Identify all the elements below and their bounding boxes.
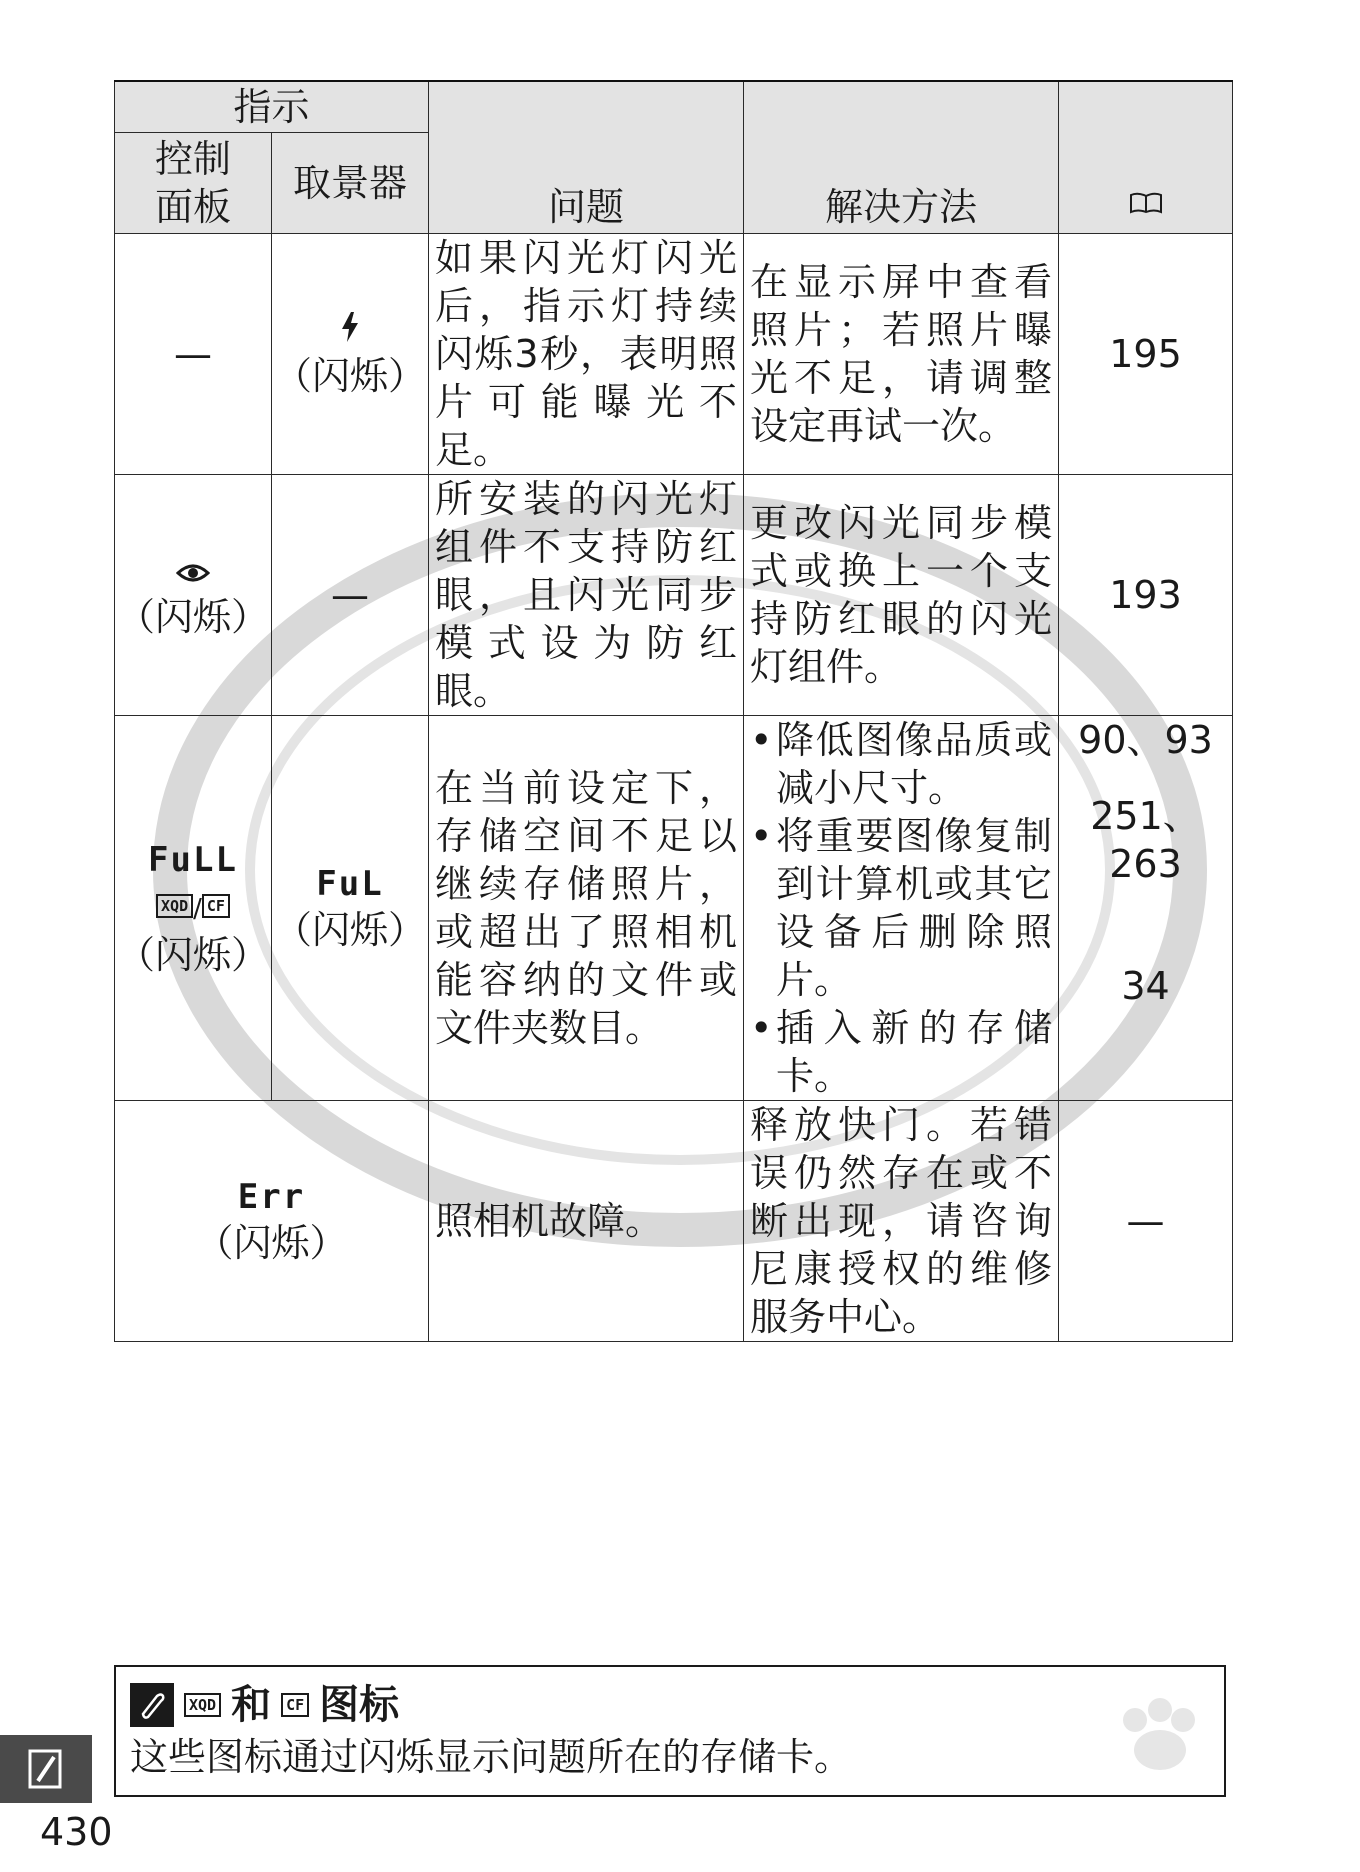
header-problem: 问题 — [429, 81, 744, 234]
wrench-pencil-icon — [26, 1747, 66, 1791]
ful-segment-glyph: FuL — [316, 864, 384, 904]
pencil-icon — [130, 1683, 174, 1727]
header-viewfinder: 取景器 — [272, 133, 429, 234]
header-reference — [1059, 81, 1233, 234]
row1-panel: — — [115, 234, 272, 475]
note-and: 和 — [231, 1682, 272, 1728]
solution-bullets — [750, 716, 1052, 1100]
list-item: • 将重要图像复制到计算机或其它设备后删除照片。 — [750, 812, 1052, 1004]
row4-indication — [115, 1101, 429, 1342]
row2-viewfinder: — — [272, 475, 429, 716]
row3-panel-flash: （闪烁） — [116, 932, 269, 977]
cf-card-icon: CF — [281, 1693, 309, 1717]
row4-solution: 释放快门。若错误仍然存在或不断出现，请咨询尼康授权的维修服务中心。 — [744, 1101, 1059, 1342]
ref-item: 251、 — [1090, 794, 1201, 838]
row1-viewfinder-flash: （闪烁） — [274, 354, 427, 398]
list-item: • 插入新的存储卡。 — [750, 1004, 1052, 1100]
err-segment-glyph: Err — [237, 1177, 306, 1217]
table-row — [115, 1101, 1233, 1342]
table-row — [115, 234, 1233, 475]
full-segment-glyph: FuLL — [148, 839, 238, 880]
row3-panel — [115, 716, 272, 1101]
eye-icon — [115, 549, 271, 593]
note-body: 这些图标通过闪烁显示问题所在的存储卡。 — [130, 1735, 853, 1779]
row4-problem: 照相机故障。 — [429, 1101, 744, 1342]
row2-panel-flash: （闪烁） — [116, 595, 269, 639]
note-box — [114, 1665, 1226, 1797]
card-separator: / — [193, 893, 202, 924]
header-control-panel — [115, 133, 272, 234]
row3-viewfinder-flash: （闪烁） — [274, 908, 427, 952]
ref-item: 90、93 — [1078, 718, 1213, 762]
ref-item: 263 — [1109, 842, 1182, 886]
header-solution: 解决方法 — [744, 81, 1059, 234]
section-tab — [0, 1735, 92, 1803]
row2-problem: 所安装的闪光灯组件不支持防红眼，且闪光同步模式设为防红眼。 — [429, 475, 744, 716]
table-row — [115, 716, 1233, 1101]
row4-flash: （闪烁） — [195, 1221, 348, 1265]
row3-viewfinder — [272, 716, 429, 1101]
row3-solution — [744, 716, 1059, 1101]
row1-problem: 如果闪光灯闪光后，指示灯持续闪烁3秒，表明照片可能曝光不足。 — [429, 234, 744, 475]
header-indication: 指示 — [115, 81, 429, 133]
row1-solution: 在显示屏中查看照片；若照片曝光不足，请调整设定再试一次。 — [744, 234, 1059, 475]
ref-item: 34 — [1121, 964, 1170, 1008]
row3-problem: 在当前设定下，存储空间不足以继续存储照片，或超出了照相机能容纳的文件或文件夹数目。 — [429, 716, 744, 1101]
row1-ref: 195 — [1059, 234, 1233, 475]
xqd-card-icon: XQD — [184, 1693, 221, 1717]
cf-card-icon: CF — [202, 894, 230, 918]
row4-ref: — — [1059, 1101, 1233, 1342]
row3-ref — [1059, 716, 1233, 1101]
error-table — [114, 80, 1233, 1342]
flash-bolt-icon — [272, 308, 428, 352]
note-title-suffix: 图标 — [319, 1682, 400, 1728]
list-item: • 降低图像品质或减小尺寸。 — [750, 716, 1052, 812]
xqd-card-icon: XQD — [156, 894, 193, 918]
row1-viewfinder — [272, 234, 429, 475]
card-icons — [115, 882, 271, 931]
book-icon — [1129, 192, 1163, 214]
header-control-panel-label: 控制 面板 — [154, 137, 231, 229]
row2-panel — [115, 475, 272, 716]
table-row — [115, 475, 1233, 716]
note-title — [130, 1679, 1210, 1731]
page-number: 430 — [40, 1810, 113, 1854]
row2-ref: 193 — [1059, 475, 1233, 716]
row2-solution: 更改闪光同步模式或换上一个支持防红眼的闪光灯组件。 — [744, 475, 1059, 716]
